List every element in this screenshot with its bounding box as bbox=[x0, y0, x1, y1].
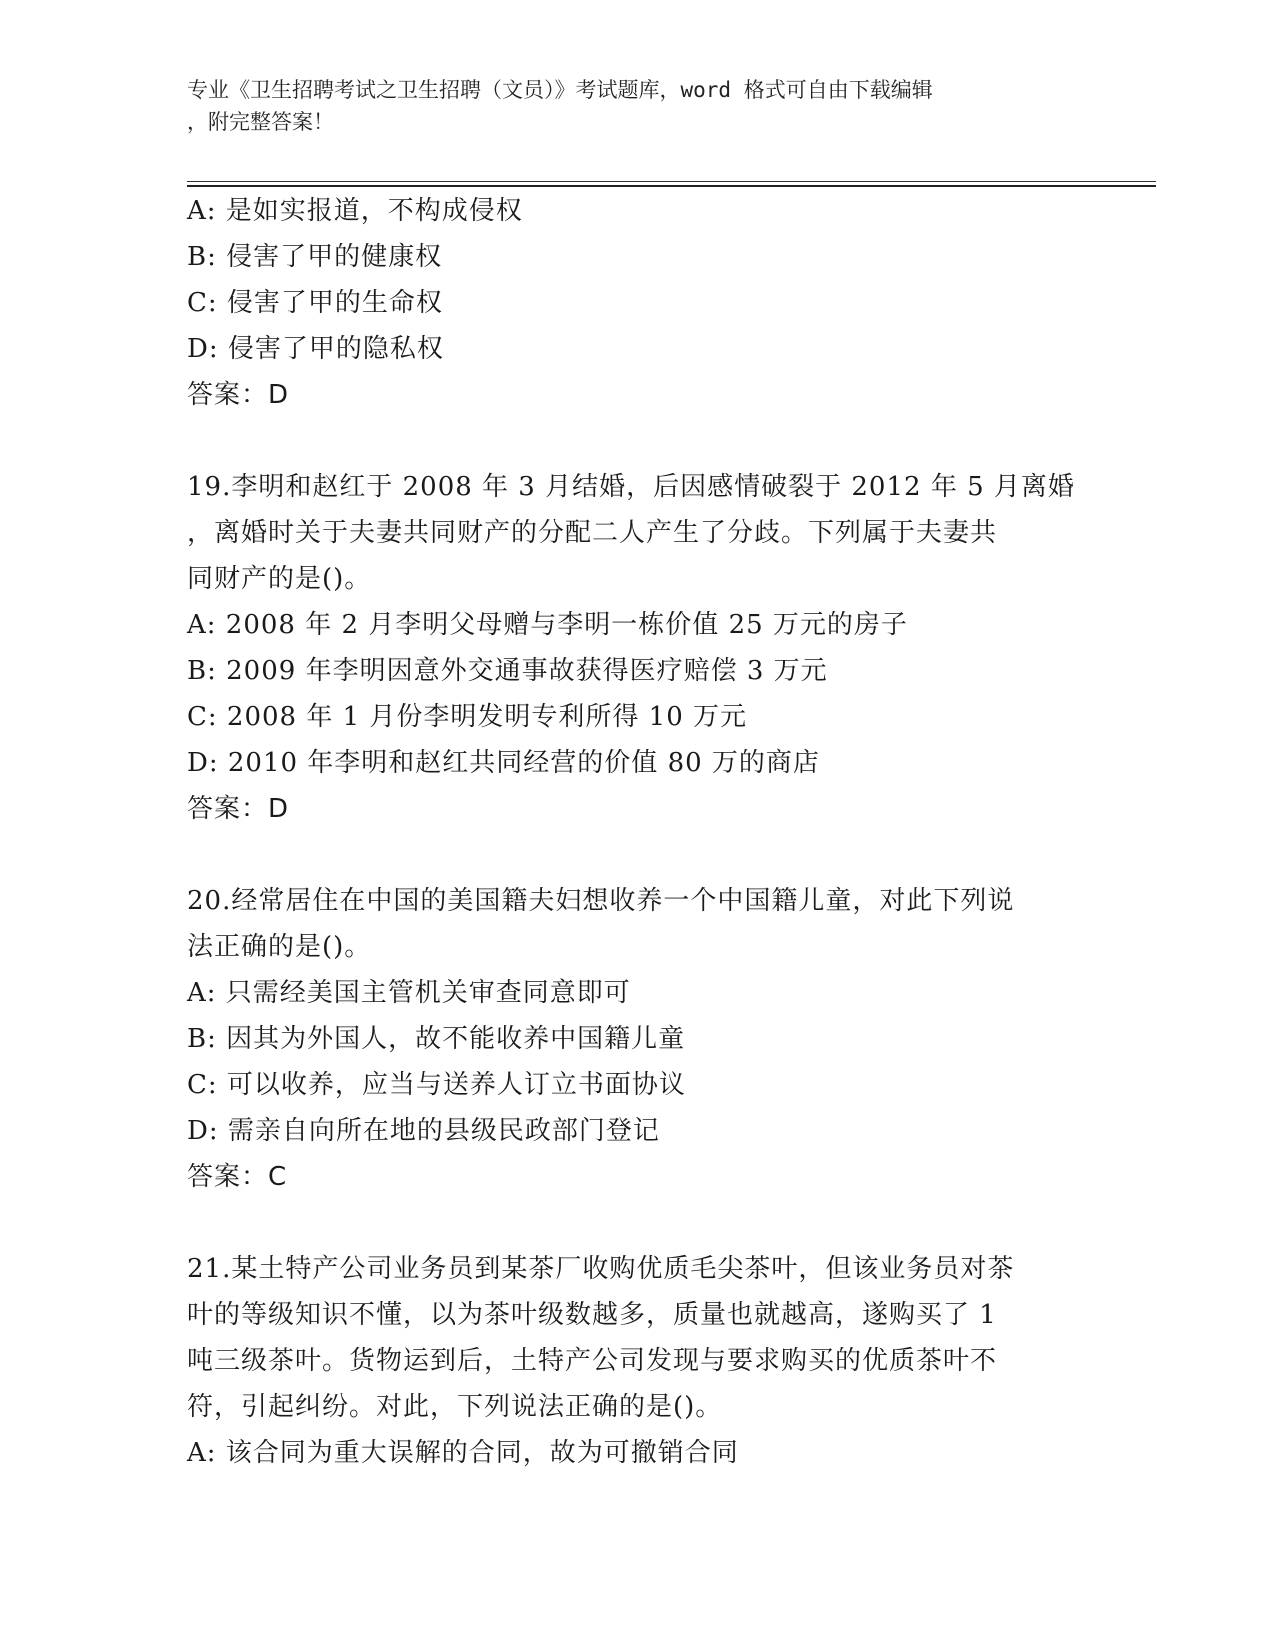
spacer bbox=[187, 418, 1087, 464]
answer-line: 答案：D bbox=[187, 794, 290, 824]
header-divider-thick bbox=[187, 185, 1156, 187]
option-a: A: 只需经美国主管机关审查同意即可 bbox=[187, 978, 631, 1008]
question-stem-line: ，离婚时关于夫妻共同财产的分配二人产生了分歧。下列属于夫妻共 bbox=[187, 518, 998, 548]
option-d: D: 需亲自向所在地的县级民政部门登记 bbox=[187, 1116, 660, 1146]
question-stem-line: 19.李明和赵红于 2008 年 3 月结婚，后因感情破裂于 2012 年 5 月离婚 bbox=[187, 472, 1075, 502]
header-divider-thin bbox=[187, 181, 1156, 182]
page-header bbox=[187, 74, 1087, 138]
question-stem-line: 吨三级茶叶。货物运到后，土特产公司发现与要求购买的优质茶叶不 bbox=[187, 1346, 998, 1376]
question-stem-line: 叶的等级知识不懂，以为茶叶级数越多，质量也就越高，遂购买了 1 bbox=[187, 1300, 997, 1330]
option-d: D: 侵害了甲的隐私权 bbox=[187, 334, 444, 364]
spacer bbox=[187, 832, 1087, 878]
option-c: C: 可以收养，应当与送养人订立书面协议 bbox=[187, 1070, 686, 1100]
option-a: A: 2008 年 2 月李明父母赠与李明一栋价值 25 万元的房子 bbox=[187, 610, 908, 640]
question-stem-line: 21.某土特产公司业务员到某茶厂收购优质毛尖茶叶，但该业务员对茶 bbox=[187, 1254, 1015, 1284]
document-body bbox=[187, 188, 1087, 1476]
question-18-block bbox=[187, 188, 1087, 418]
option-b: B: 2009 年李明因意外交通事故获得医疗赔偿 3 万元 bbox=[187, 656, 828, 686]
header-line-1: 专业《卫生招聘考试之卫生招聘（文员）》考试题库，word 格式可自由下载编辑 bbox=[187, 78, 933, 102]
answer-line: 答案：D bbox=[187, 380, 290, 410]
option-d: D: 2010 年李明和赵红共同经营的价值 80 万的商店 bbox=[187, 748, 820, 778]
option-b: B: 因其为外国人，故不能收养中国籍儿童 bbox=[187, 1024, 686, 1054]
question-stem-line: 法正确的是()。 bbox=[187, 932, 372, 962]
question-20-block bbox=[187, 878, 1087, 1200]
question-21-block bbox=[187, 1246, 1087, 1476]
question-stem-line: 同财产的是()。 bbox=[187, 564, 372, 594]
option-a: A: 是如实报道，不构成侵权 bbox=[187, 196, 523, 226]
option-b: B: 侵害了甲的健康权 bbox=[187, 242, 443, 272]
question-stem-line: 20.经常居住在中国的美国籍夫妇想收养一个中国籍儿童，对此下列说 bbox=[187, 886, 1015, 916]
question-19-block bbox=[187, 464, 1087, 832]
answer-line: 答案：C bbox=[187, 1162, 288, 1192]
header-line-2: ，附完整答案！ bbox=[187, 110, 334, 134]
option-c: C: 2008 年 1 月份李明发明专利所得 10 万元 bbox=[187, 702, 748, 732]
question-stem-line: 符，引起纠纷。对此，下列说法正确的是()。 bbox=[187, 1392, 723, 1422]
option-a: A: 该合同为重大误解的合同，故为可撤销合同 bbox=[187, 1438, 739, 1468]
spacer bbox=[187, 1200, 1087, 1246]
option-c: C: 侵害了甲的生命权 bbox=[187, 288, 443, 318]
